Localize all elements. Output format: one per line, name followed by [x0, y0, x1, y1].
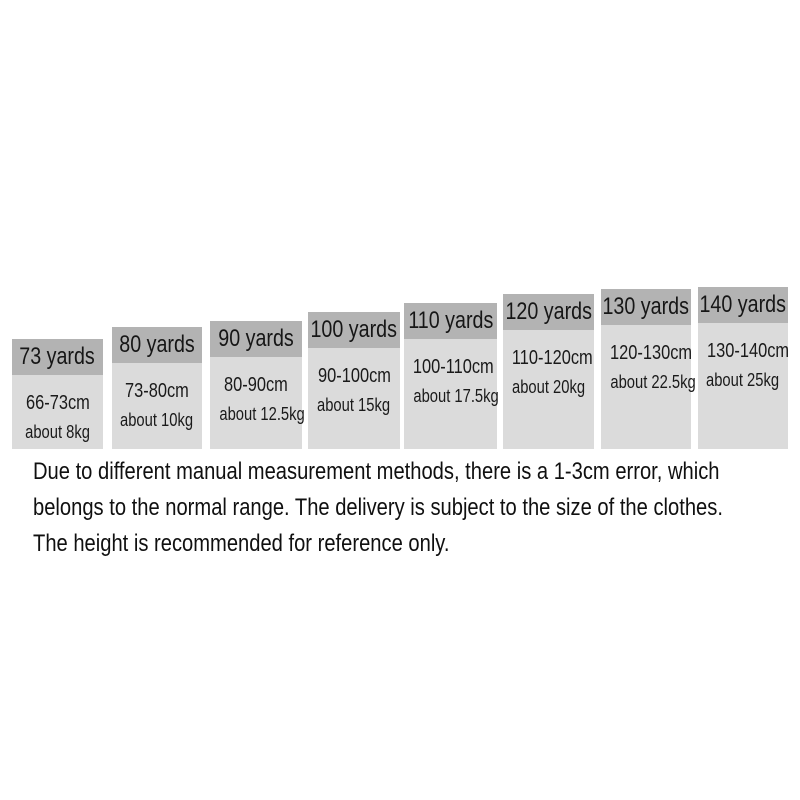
height-range: [601, 325, 691, 369]
size-column: [503, 294, 594, 449]
size-column: [404, 303, 497, 449]
disclaimer-line: The height is recommended for reference only.: [33, 530, 450, 557]
size-column: [112, 327, 202, 449]
size-column-body: [210, 357, 305, 449]
weight-label: [404, 383, 497, 409]
size-column-header: [601, 289, 691, 325]
weight-text: about 15kg: [317, 395, 391, 415]
size-label: 100 yards: [310, 316, 398, 343]
size-column: [698, 287, 788, 449]
size-column-header: [112, 327, 202, 363]
height-range-text: 90-100cm: [317, 365, 391, 387]
size-column-header: [404, 303, 497, 339]
height-range-text: 80-90cm: [224, 374, 288, 396]
size-column: [308, 312, 400, 449]
weight-text: about 20kg: [511, 377, 586, 397]
height-range-text: 130-140cm: [707, 340, 790, 362]
weight-text: about 12.5kg: [219, 404, 305, 424]
weight-text: about 22.5kg: [610, 372, 696, 392]
size-column-header: [698, 287, 788, 323]
weight-text: about 10kg: [120, 410, 194, 430]
disclaimer-line: belongs to the normal range. The delivery is subject to the size of the clothes.: [33, 494, 723, 521]
weight-label: [308, 392, 400, 418]
weight-label: [210, 401, 305, 427]
size-column-body: [404, 339, 497, 449]
size-column-body: [503, 330, 594, 449]
height-range-text: 73-80cm: [125, 380, 189, 402]
weight-label: [112, 407, 202, 433]
weight-text: about 8kg: [25, 422, 90, 442]
size-column-body: [12, 375, 103, 449]
weight-label: [601, 369, 696, 395]
weight-label: [503, 374, 594, 400]
size-column-header: [12, 339, 103, 375]
size-column-header: [503, 294, 594, 330]
size-label: 140 yards: [699, 291, 787, 318]
disclaimer-line: Due to different manual measurement methods, there is a 1-3cm error, which: [33, 458, 720, 485]
disclaimer: [33, 454, 800, 562]
size-label: 110 yards: [408, 307, 493, 334]
size-column-body: [601, 325, 696, 449]
height-range: [112, 363, 202, 407]
height-range-text: 66-73cm: [25, 392, 90, 414]
weight-label: [12, 419, 103, 445]
size-label: 130 yards: [602, 293, 690, 320]
size-column: [12, 339, 103, 449]
size-column-body: [112, 363, 202, 449]
weight-label: [698, 367, 788, 393]
size-label: 90 yards: [218, 325, 294, 352]
height-range: [503, 330, 594, 374]
height-range: [210, 357, 302, 401]
size-column: [601, 289, 696, 449]
size-column: [210, 321, 305, 449]
size-label: 73 yards: [19, 343, 96, 370]
height-range-text: 110-120cm: [511, 347, 593, 369]
size-column-body: [698, 323, 788, 449]
height-range: [698, 323, 788, 367]
height-range-text: 120-130cm: [610, 342, 693, 364]
height-range-text: 100-110cm: [412, 356, 494, 378]
height-range: [308, 348, 400, 392]
weight-text: about 25kg: [706, 370, 780, 390]
weight-text: about 17.5kg: [413, 386, 499, 406]
size-column-header: [308, 312, 400, 348]
size-column-body: [308, 348, 400, 449]
size-column-header: [210, 321, 302, 357]
size-label: 80 yards: [119, 331, 195, 358]
size-label: 120 yards: [505, 298, 592, 325]
height-range: [12, 375, 103, 419]
height-range: [404, 339, 497, 383]
